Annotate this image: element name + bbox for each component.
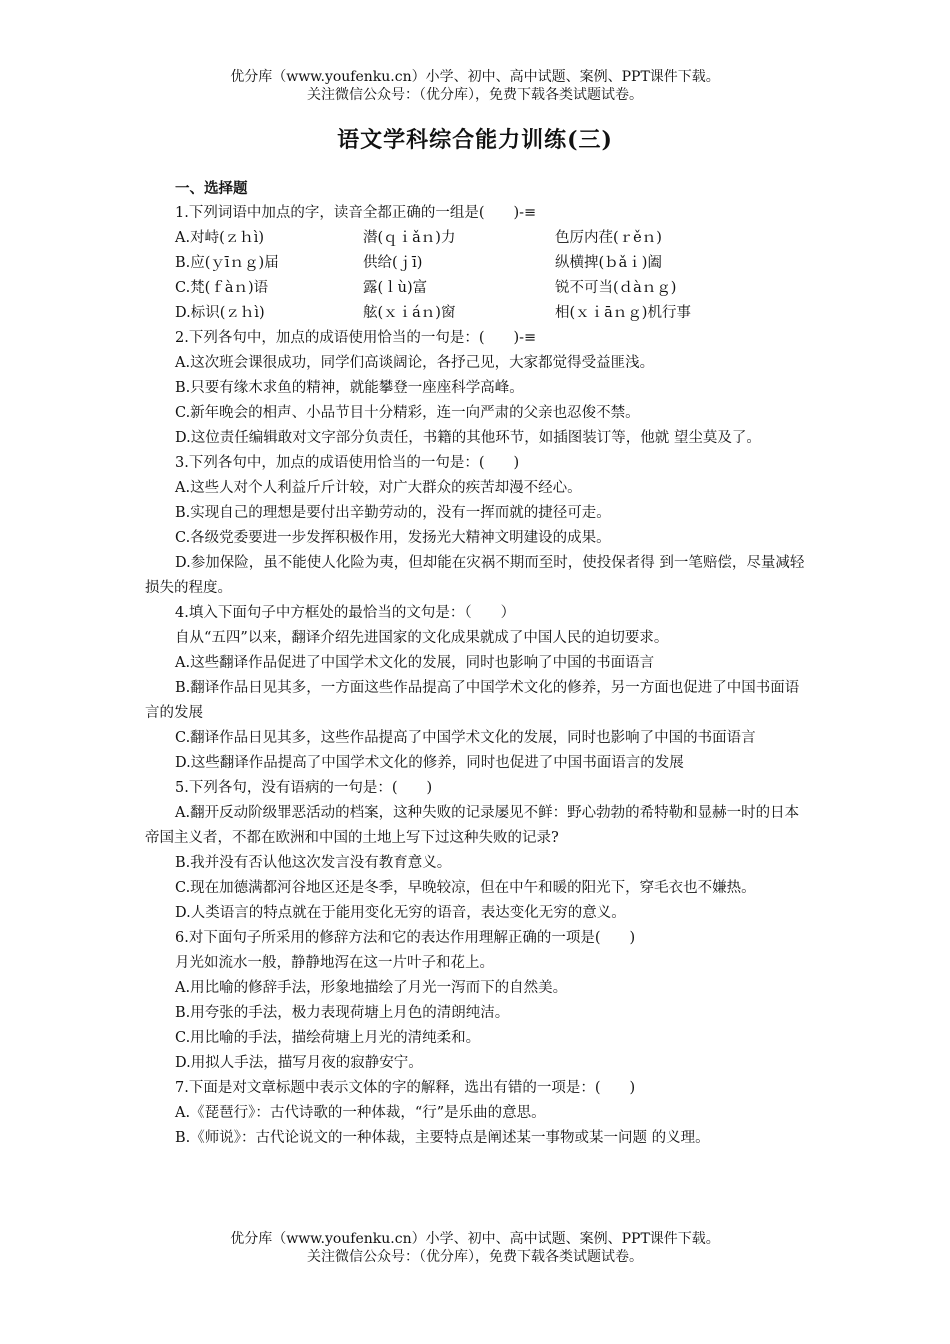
question-1-option-a bbox=[145, 226, 807, 251]
question-6-option-a: A.用比喻的修辞手法，形象地描绘了月光一泻而下的自然美。 bbox=[175, 980, 568, 996]
footer-line-1: 优分库（www.youfenku.cn）小学、初中、高中试题、案例、PPT课件下载。 bbox=[230, 1231, 720, 1247]
question-4-passage: 自从“五四”以来，翻译介绍先进国家的文化成果就成了中国人民的迫切要求。 bbox=[175, 630, 669, 646]
question-3-stem: 3.下列各句中，加点的成语使用恰当的一句是：( ) bbox=[175, 455, 520, 471]
question-2-option-c: C.新年晚会的相声、小品节目十分精彩，连一向严肃的父亲也忍俊不禁。 bbox=[175, 405, 640, 421]
question-1-option-c bbox=[145, 276, 807, 301]
question-6-option-c: C.用比喻的手法，描绘荷塘上月光的清纯柔和。 bbox=[175, 1030, 481, 1046]
question-5-option-c: C.现在加德满都河谷地区还是冬季，早晚较凉，但在中午和暖的阳光下，穿毛衣也不嫌热。 bbox=[175, 880, 756, 896]
question-3-option-a: A.这些人对个人利益斤斤计较，对广大群众的疾苦却漫不经心。 bbox=[175, 480, 582, 496]
question-6-passage: 月光如流水一般，静静地泻在这一片叶子和花上。 bbox=[175, 955, 494, 971]
page-footer bbox=[0, 1230, 950, 1266]
option-cell: 舷(ｘｉáｎ)窗 bbox=[363, 305, 456, 321]
question-5-option-a: A.翻开反动阶级罪恶活动的档案，这种失败的记录屡见不鲜：野心勃勃的希特勒和显赫一时的日本帝国主义者，不都在欧洲和中国的土地上写下过这种失败的记录? bbox=[145, 805, 800, 846]
question-4-option-a: A.这些翻译作品促进了中国学术文化的发展，同时也影响了中国的书面语言 bbox=[175, 655, 655, 671]
question-5-option-b: B.我并没有否认他这次发言没有教育意义。 bbox=[175, 855, 452, 871]
question-3-option-c: C.各级党委要进一步发挥积极作用，发扬光大精神文明建设的成果。 bbox=[175, 530, 611, 546]
question-6-option-b: B.用夸张的手法，极力表现荷塘上月色的清朗纯洁。 bbox=[175, 1005, 510, 1021]
option-cell: 供给(ｊī) bbox=[363, 255, 423, 271]
header-line-1: 优分库（www.youfenku.cn）小学、初中、高中试题、案例、PPT课件下载。 bbox=[230, 69, 720, 85]
question-1-option-d bbox=[145, 301, 807, 326]
question-2-option-a: A.这次班会课很成功，同学们高谈阔论，各抒己见，大家都觉得受益匪浅。 bbox=[175, 355, 655, 371]
question-6-option-d: D.用拟人手法，描写月夜的寂静安宁。 bbox=[175, 1055, 423, 1071]
option-cell: 潜(ｑｉǎｎ)力 bbox=[363, 230, 456, 246]
option-cell: 纵横捭(ｂǎｉ)阖 bbox=[555, 255, 662, 271]
document-body bbox=[145, 176, 807, 1151]
option-cell: 锐不可当(ｄàｎｇ) bbox=[555, 280, 677, 296]
option-cell: A.对峙(ｚｈì) bbox=[175, 230, 265, 246]
question-7-option-b: B.《师说》：古代论说文的一种体裁，主要特点是阐述某一事物或某一问题 的义理。 bbox=[175, 1130, 710, 1146]
question-4-option-b: B.翻译作品日见其多，一方面这些作品提高了中国学术文化的修养，另一方面也促进了中国书面语言的发展 bbox=[145, 680, 800, 721]
question-3-option-b: B.实现自己的理想是要付出辛勤劳动的，没有一挥而就的捷径可走。 bbox=[175, 505, 611, 521]
header-line-2: 关注微信公众号：（优分库），免费下载各类试题试卷。 bbox=[307, 87, 643, 103]
page-title: 语文学科综合能力训练(三) bbox=[337, 127, 613, 153]
question-3-option-d: D.参加保险，虽不能使人化险为夷，但却能在灾祸不期而至时，使投保者得 到一笔赔偿，尽量减轻损失的程度。 bbox=[145, 555, 805, 596]
question-7-stem: 7.下面是对文章标题中表示文体的字的解释，选出有错的一项是：( ) bbox=[175, 1080, 636, 1096]
option-cell: B.应(ｙīｎｇ)届 bbox=[175, 255, 279, 271]
question-6-stem: 6.对下面句子所采用的修辞方法和它的表达作用理解正确的一项是( ) bbox=[175, 930, 636, 946]
page-header bbox=[0, 68, 950, 104]
option-cell: 相(ｘｉāｎｇ)机行事 bbox=[555, 305, 691, 321]
question-5-option-d: D.人类语言的特点就在于能用变化无穷的语音，表达变化无穷的意义。 bbox=[175, 905, 626, 921]
option-cell: 露(ｌù)富 bbox=[363, 280, 428, 296]
option-cell: D.标识(ｚｈì) bbox=[175, 305, 265, 321]
question-2-option-b: B.只要有缘木求鱼的精神，就能攀登一座座科学高峰。 bbox=[175, 380, 524, 396]
option-cell: C.梵(ｆàｎ)语 bbox=[175, 280, 269, 296]
question-2-option-d: D.这位责任编辑敢对文字部分负责任，书籍的其他环节，如插图装订等，他就 望尘莫及了。 bbox=[175, 430, 761, 446]
question-4-option-c: C.翻译作品日见其多，这些作品提高了中国学术文化的发展，同时也影响了中国的书面语言 bbox=[175, 730, 756, 746]
footer-line-2: 关注微信公众号：（优分库），免费下载各类试题试卷。 bbox=[307, 1249, 643, 1265]
question-5-stem: 5.下列各句，没有语病的一句是：( ) bbox=[175, 780, 433, 796]
question-7-option-a: A.《琵琶行》：古代诗歌的一种体裁，“行”是乐曲的意思。 bbox=[175, 1105, 546, 1121]
question-4-stem: 4.填入下面句子中方框处的最恰当的文句是：（ ） bbox=[175, 605, 516, 621]
option-cell: 色厉内荏(ｒěｎ) bbox=[555, 230, 662, 246]
question-4-option-d: D.这些翻译作品提高了中国学术文化的修养，同时也促进了中国书面语言的发展 bbox=[175, 755, 684, 771]
question-1-stem: 1.下列词语中加点的字，读音全都正确的一组是( )-≡ bbox=[175, 205, 537, 221]
section-heading: 一、选择题 bbox=[175, 180, 248, 197]
question-2-stem: 2.下列各句中，加点的成语使用恰当的一句是：( )-≡ bbox=[175, 330, 537, 346]
question-1-option-b bbox=[145, 251, 807, 276]
